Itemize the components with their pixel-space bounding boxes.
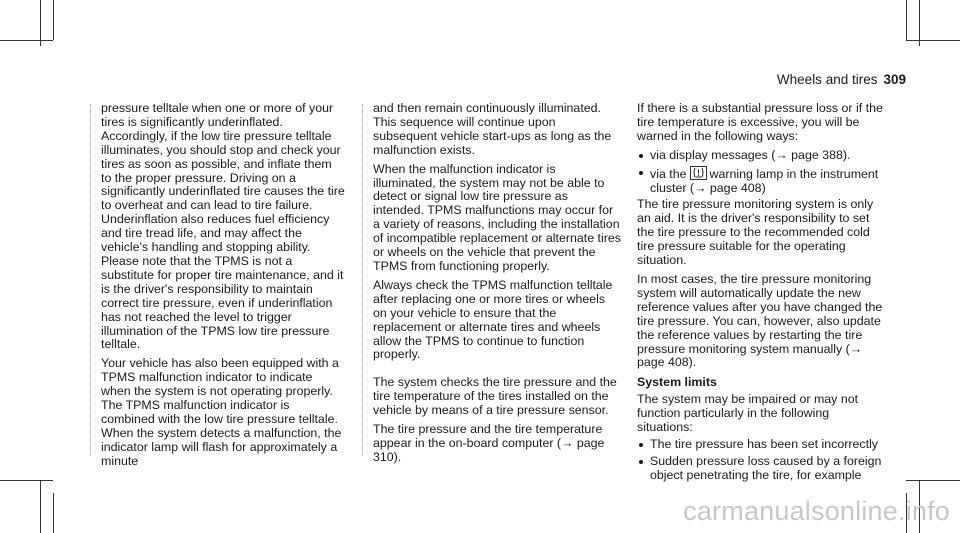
paragraph: In most cases, the tire pressure monitoring system will automatically update the new reference values after you have changed the tire pressure. You can, however, also update the reference values by restarting the tire pressure monitoring system manually (→ page 408).	[637, 271, 883, 370]
paragraph: If there is a substantial pressure loss or if the tire temperature is excessive, you will be warned in the following ways:	[637, 101, 883, 143]
paragraph: Always check the TPMS malfunction telltale after replacing one or more tires or wheels on your vehicle to ensure that the replacement or alternate tires and wheels allow the TPMS to continue to function properly.	[373, 277, 613, 362]
list-item-text: via the	[650, 166, 687, 181]
list-item	[637, 455, 887, 483]
list-item-text: via display messages (→ page 388).	[650, 147, 851, 162]
crop-mark	[40, 480, 41, 533]
crop-mark	[906, 480, 960, 481]
crop-mark	[53, 0, 54, 40]
column-divider	[362, 104, 363, 456]
section-heading: System limits	[637, 375, 717, 390]
paragraph: Your vehicle has also been equipped with a TPMS malfunction indicator to indicate when the system is not operating properly. The TPMS malfunction indicator is combined with the low tire pressure telltale. When the system detects a malfunction, the indicator lamp will flash for approximately a minute	[101, 356, 342, 468]
paragraph: The tire pressure and the tire temperature appear in the on-board computer (→ page 310).	[373, 422, 605, 464]
text-column-2	[373, 102, 621, 465]
paragraph: When the malfunction indicator is illuminated, the system may not be able to detect or signal low tire pressure as intended. TPMS malfunctions may occur for a variety of reasons, including the installation of incompatible replacement or alternate tires or wheels on the vehicle that prevent the TPMS from functioning properly.	[373, 161, 621, 273]
text-column-3	[637, 102, 887, 486]
paragraph: The tire pressure monitoring system is only an aid. It is the driver's responsibility to set the tire pressure to the recommended cold tire pressure suitable for the operating situation.	[637, 197, 874, 268]
list-item-text: Sudden pressure loss caused by a foreign object penetrating the tire, for example	[650, 453, 882, 482]
list-item-text: warning lamp in the instrument cluster (→ page 408)	[650, 166, 879, 195]
watermark: carmanualsonline.info	[683, 496, 950, 526]
running-header	[777, 72, 906, 87]
section-title: Wheels and tires	[776, 72, 878, 87]
crop-mark	[906, 0, 907, 40]
paragraph: The system checks the tire pressure and the tire temperature of the tires installed on the vehicle by means of a tire pressure sensor.	[373, 375, 617, 418]
tire-pressure-warning-icon	[690, 166, 707, 180]
list-item-text: The tire pressure has been set incorrectly	[650, 436, 878, 451]
crop-mark	[0, 40, 53, 41]
crop-mark	[53, 493, 54, 533]
column-divider	[90, 104, 91, 456]
crop-mark	[906, 40, 960, 41]
text-column-1	[101, 102, 345, 469]
page-number: 309	[883, 72, 906, 87]
crop-mark	[0, 480, 53, 481]
paragraph: pressure telltale when one or more of your tires is significantly underinflated. Accordingly, if the low tire pressure telltale illuminates, you should stop and check your tires as soon as possible, and inflate them to the proper pressure. Driving on a significantly underinflated tire causes the tire to overheat and can lead to tire failure. Underinflation also reduces fuel efficiency and tire tread life, and may affect the vehicle's handling and stopping ability. Please note that the TPMS is not a substitute for proper tire maintenance, and it is the driver's responsibility to maintain correct tire pressure, even if underinflation has not reached the level to trigger illumination of the TPMS low tire pressure telltale.	[101, 101, 345, 352]
list-item	[637, 438, 887, 452]
paragraph: and then remain continuously illuminated. This sequence will continue upon subsequent vehicle start-ups as long as the malfunction exists.	[373, 101, 612, 157]
paragraph: The system may be impaired or may not function particularly in the following situations:	[637, 392, 859, 435]
list-item	[637, 166, 887, 196]
list-item	[637, 149, 887, 163]
